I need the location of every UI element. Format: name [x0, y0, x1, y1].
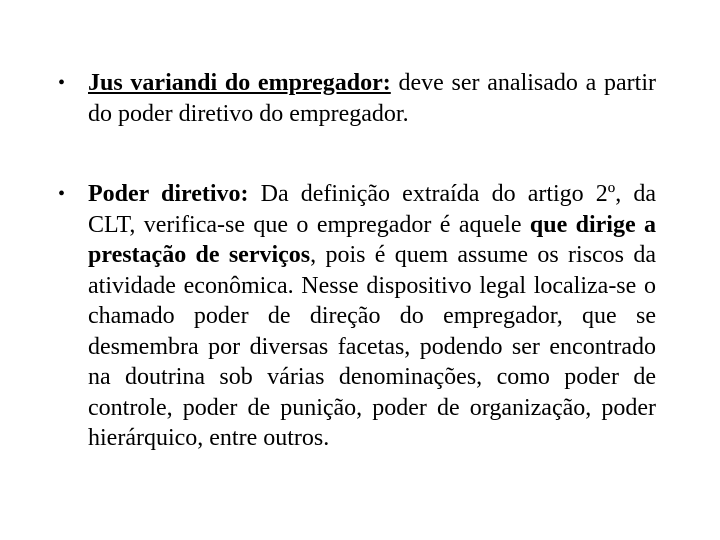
- bullet-text-before: Da definição extraída do artigo 2º, da CLT, verifica-se que o empregador é aquele: [88, 181, 656, 238]
- bullet-marker: •: [58, 72, 66, 94]
- bullet-text: deve ser analisado a partir do poder diretivo do empregador.: [88, 70, 656, 127]
- bullet-poder-diretivo: [58, 179, 656, 454]
- bullet-marker: •: [58, 183, 66, 205]
- bullet-term: Jus variandi do empregador:: [88, 70, 391, 96]
- bullet-jus-variandi: [58, 68, 656, 129]
- bullet-text-after: , pois é quem assume os riscos da atividade econômica. Nesse dispositivo legal localiza-se o chamado poder de direção do empregador, que se desmembra por diversas facetas, podendo ser encontrado na doutrina sob várias denominações, como poder de controle, poder de punição, poder de organização, poder hierárquico, entre outros.: [88, 242, 656, 451]
- bullet-list: [58, 68, 656, 454]
- bullet-term: Poder diretivo:: [88, 181, 249, 207]
- bullet-emphasis: que dirige a prestação de serviços: [88, 211, 656, 268]
